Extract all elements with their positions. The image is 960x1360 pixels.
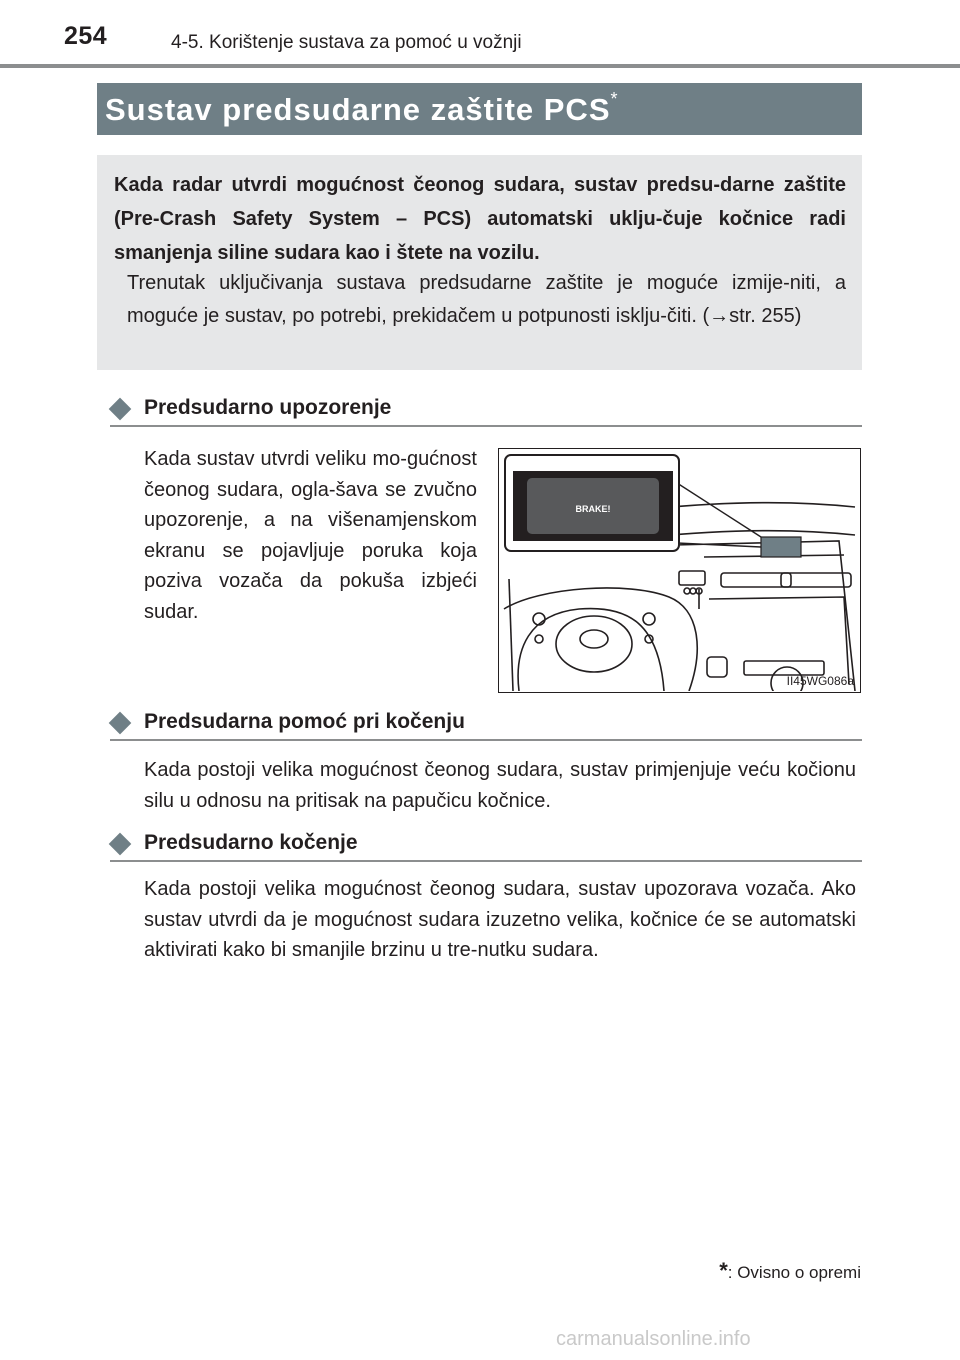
section-divider [110,739,862,741]
section-title: Predsudarno upozorenje [144,396,392,419]
section-divider [110,860,862,862]
intro-box [97,155,862,370]
dashboard-figure [498,448,861,693]
page-header [0,0,960,70]
page-number: 254 [64,22,108,50]
section-heading-brake-assist [110,710,862,749]
section-title: Predsudarna pomoć pri kočenju [144,710,465,733]
page-title-text: Sustav predsudarne zaštite PCS [105,92,611,127]
footnote-marker: * [719,1258,728,1283]
section-body-brake-assist: Kada postoji velika mogućnost čeonog sudara, sustav primjenjuje veću kočionu silu u odnosu na pritisak na papučicu kočnice. [144,759,856,812]
section-heading-braking [110,831,862,870]
dashboard-illustration [499,449,859,691]
footnote-text: : Ovisno o opremi [727,1263,861,1282]
watermark: carmanualsonline.info [556,1328,751,1350]
section-title: Predsudarno kočenje [144,831,358,854]
header-divider [0,64,960,68]
section-title-bar [97,83,862,135]
brake-message: BRAKE! [575,504,611,514]
section-body-braking: Kada postoji velika mogućnost čeonog sudara, sustav upozorava vozača. Ako sustav utvrdi da je mogućnost sudara izuzetno velika, kočnice će se automatski aktivirati kako bi smanjile brzinu u tre-nutku sudara. [144,878,856,961]
diamond-bullet-icon [109,398,132,421]
intro-summary: Kada radar utvrdi mogućnost čeonog sudara, sustav predsu-darne zaštite (Pre-Crash Safety System – PCS) automatski uklju-čuje kočnice radi smanjenja siline sudara kao i štete na vozilu. [114,174,846,264]
intro-note: Trenutak uključivanja sustava predsudarne zaštite je moguće izmije-niti, a moguće je sustav, po potrebi, prekidačem u potpunosti isklju-čiti. (→str. 255) [127,272,846,327]
section-body-warning: Kada sustav utvrdi veliku mo-gućnost čeonog sudara, ogla-šava se zvučno upozorenje, a na višenamjenskom ekranu se pojavljuje poruka koja poziva vozača da pokuša izbjeći sudar. [144,448,477,623]
title-footnote-marker: * [610,88,619,109]
chapter-title: 4-5. Korištenje sustava za pomoć u vožnji [171,32,522,53]
section-divider [110,425,862,427]
figure-code: II45WG086a [786,674,854,688]
diamond-bullet-icon [109,833,132,856]
diamond-bullet-icon [109,712,132,735]
section-heading-warning [110,396,862,435]
footnote [719,1258,861,1284]
page-title [105,88,619,128]
